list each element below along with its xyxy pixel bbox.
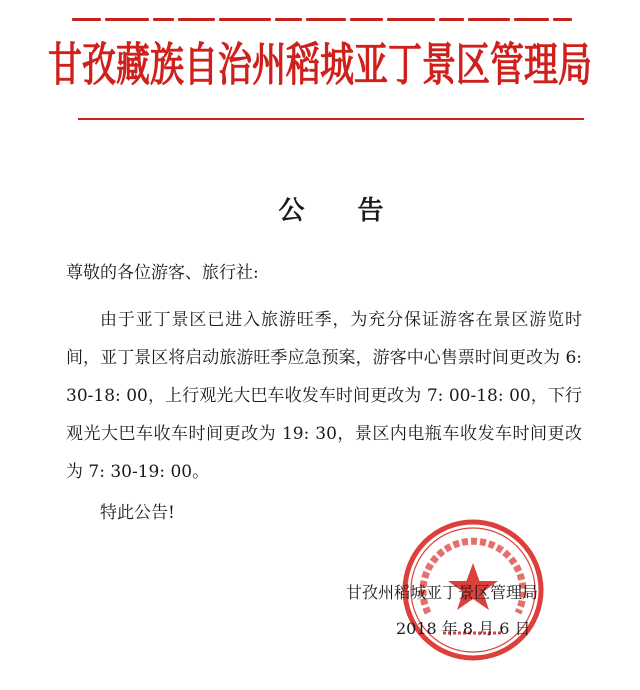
tibetan-script-header: [72, 8, 572, 30]
letterhead-title: 甘孜藏族自治州稻城亚丁景区管理局: [48, 38, 592, 93]
notice-date: 2018 年 8 月 6 日: [396, 619, 531, 638]
closing-line: 特此公告!: [100, 503, 175, 523]
greeting: 尊敬的各位游客、旅行社:: [66, 263, 259, 283]
notice-title: 公 告: [278, 196, 406, 226]
notice-body: 由于亚丁景区已进入旅游旺季，为充分保证游客在景区游览时间，亚丁景区将启动旅游旺季应急预案，游客中心售票时间更改为 6: 30-18: 00，上行观光大巴车收发车时间更改为 7: 00-18: 00，下行观光大巴车收车时间更改为 19: 30，景区内电瓶车收发车时间更改为 7: 30-19: 00。: [66, 310, 582, 482]
letterhead-rule: [78, 118, 584, 120]
signature-org: 甘孜州稻城亚丁景区管理局: [346, 583, 539, 602]
